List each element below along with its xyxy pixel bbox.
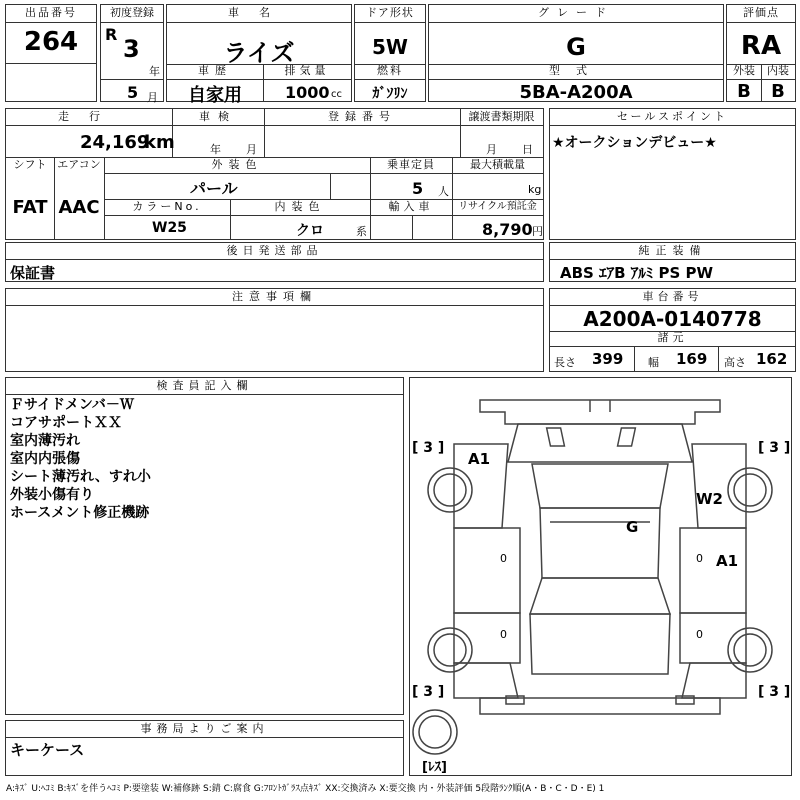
max-load-label: 最大積載量 bbox=[470, 158, 525, 171]
damage-mark-right-inner: 0 bbox=[696, 552, 703, 565]
model-label: 型式 bbox=[549, 64, 603, 77]
tire-rear-right-depth: [ 3 ] bbox=[758, 684, 791, 700]
capacity-unit: 人 bbox=[438, 185, 449, 198]
spec-label: 諸元 bbox=[657, 331, 688, 344]
recycle-fee-unit: 円 bbox=[532, 225, 543, 238]
door-label: ドア形状 bbox=[366, 6, 414, 19]
shift-type: FAT bbox=[12, 197, 48, 218]
exterior-color: パール bbox=[190, 179, 238, 198]
score-label: 評価点 bbox=[743, 6, 779, 19]
inspector-note: シート薄汚れ、すれ小 bbox=[10, 469, 151, 485]
mileage-value: 24,169 bbox=[80, 132, 150, 153]
damage-mark-right-fender: W2 bbox=[696, 490, 723, 508]
transfer-day-unit: 日 bbox=[522, 143, 533, 156]
lot-number-box bbox=[5, 4, 97, 102]
equipment-label: 純正装備 bbox=[638, 244, 707, 257]
first-registration-label: 初度登録 bbox=[110, 6, 154, 19]
first-registration-box bbox=[100, 4, 164, 102]
registration-number-label: 登録番号 bbox=[328, 110, 396, 123]
damage-diagram bbox=[409, 377, 792, 776]
office-note: キーケース bbox=[10, 741, 85, 759]
inspector-note: ホースメント修正機跡 bbox=[10, 505, 150, 521]
damage-mark-windshield: G bbox=[626, 518, 639, 536]
inspector-note: 室内内張傷 bbox=[10, 451, 80, 467]
car-name-label: 車名 bbox=[228, 6, 290, 19]
interior-color-label: 内装色 bbox=[274, 200, 326, 213]
caution-label: 注意事項欄 bbox=[232, 290, 317, 303]
length-label: 長さ bbox=[554, 356, 576, 369]
door-box bbox=[354, 4, 426, 102]
damage-mark-right-door: A1 bbox=[716, 552, 739, 570]
shift-label: シフト bbox=[13, 158, 47, 171]
aircon-label: エアコン bbox=[57, 158, 101, 171]
transfer-deadline-label: 譲渡書類期限 bbox=[468, 110, 535, 123]
registration-year: 3 bbox=[123, 35, 140, 63]
inspector-note: 外装小傷有り bbox=[10, 487, 94, 503]
damage-mark-left-door: 0 bbox=[500, 552, 507, 565]
inspector-notes-box bbox=[5, 377, 404, 715]
mileage-unit: km bbox=[144, 132, 175, 153]
aircon-type: AAC bbox=[58, 197, 100, 218]
width-label: 幅 bbox=[648, 356, 659, 369]
spare-tire-status: [ﾚｽ] bbox=[422, 760, 447, 775]
recycle-fee: 8,790 bbox=[482, 220, 533, 239]
fuel-label: 燃料 bbox=[377, 64, 403, 77]
fuel-type: ｶﾞｿﾘﾝ bbox=[372, 86, 408, 102]
equipment-box bbox=[549, 242, 796, 282]
grade-box bbox=[428, 4, 724, 102]
transfer-month-unit: 月 bbox=[486, 143, 497, 156]
year-unit: 年 bbox=[149, 65, 160, 78]
vehicle-width: 169 bbox=[676, 350, 708, 368]
vehicle-length: 399 bbox=[592, 350, 624, 368]
later-parts-box bbox=[5, 242, 544, 282]
inspection-year-unit: 年 bbox=[210, 143, 221, 156]
vehicle-height: 162 bbox=[756, 350, 788, 368]
sales-point-box bbox=[549, 108, 796, 240]
mileage-label: 走行 bbox=[58, 110, 120, 123]
import-label: 輸入車 bbox=[388, 200, 434, 213]
interior-color: クロ bbox=[296, 223, 324, 239]
exterior-grade: B bbox=[737, 81, 751, 102]
grade-label: グレード bbox=[538, 6, 614, 19]
car-name-box bbox=[166, 4, 352, 106]
inspection-month-unit: 月 bbox=[246, 143, 257, 156]
tire-front-left-depth: [ 3 ] bbox=[412, 440, 445, 456]
month-unit: 月 bbox=[147, 91, 158, 104]
inspector-note: コアサポートＸＸ bbox=[10, 415, 122, 431]
interior-grade: B bbox=[771, 81, 785, 102]
damage-mark-right-rear: 0 bbox=[696, 628, 703, 641]
car-history: 自家用 bbox=[188, 85, 242, 106]
load-unit: kg bbox=[528, 183, 542, 196]
displacement-unit: cc bbox=[331, 89, 342, 100]
model-code: 5BA-A200A bbox=[519, 82, 633, 103]
registration-month: 5 bbox=[127, 83, 139, 102]
inspector-note: 室内薄汚れ bbox=[10, 433, 80, 449]
later-parts: 保証書 bbox=[10, 264, 56, 282]
lot-number-label: 出品番号 bbox=[25, 6, 77, 19]
door-type: 5W bbox=[372, 35, 408, 59]
info-grid bbox=[5, 108, 544, 240]
exterior-label: 外装 bbox=[733, 64, 755, 77]
chassis-label: 車台番号 bbox=[642, 290, 703, 303]
sales-point: ★オークションデビュー★ bbox=[552, 135, 717, 151]
tire-rear-left-depth: [ 3 ] bbox=[412, 684, 445, 700]
exterior-color-label: 外装色 bbox=[211, 158, 263, 171]
inspector-note: Ｆサイドメンバ－Ｗ bbox=[10, 397, 134, 413]
later-parts-label: 後日発送部品 bbox=[226, 244, 323, 257]
inspector-notes-label: 検査員記入欄 bbox=[156, 379, 253, 392]
recycle-fee-label: リサイクル預託金 bbox=[458, 201, 537, 212]
equipment-list: ABS ｴｱB ｱﾙﾐ PS PW bbox=[560, 264, 714, 282]
chassis-number: A200A-0140778 bbox=[583, 307, 762, 331]
history-label: 車歴 bbox=[198, 64, 232, 77]
color-number: W25 bbox=[152, 220, 187, 236]
height-label: 高さ bbox=[724, 356, 746, 369]
overall-score: RA bbox=[740, 31, 782, 61]
chassis-box bbox=[549, 288, 796, 372]
color-number-label: カラーNo. bbox=[132, 200, 202, 213]
inspection-label: 車検 bbox=[199, 110, 237, 123]
score-box bbox=[726, 4, 796, 102]
office-notes-label: 事務局よりご案内 bbox=[140, 722, 269, 735]
capacity-label: 乗車定員 bbox=[387, 158, 435, 171]
displacement: 1000 bbox=[285, 83, 330, 102]
grade: G bbox=[566, 33, 586, 61]
lot-number: 264 bbox=[23, 27, 79, 57]
legend-line: A:ｷｽﾞ U:ﾍｺﾐ B:ｷｽﾞを伴うﾍｺﾐ P:要塗装 W:補修跡 S:錆 C:腐食 G:ﾌﾛﾝﾄｶﾞﾗｽ点ｷｽﾞ XX:交換済み X:要交換 内・外装評価 5段階ﾗﾝｸ順(A・B・C・D・E) 1 bbox=[6, 784, 605, 794]
caution-box bbox=[5, 288, 544, 372]
interior-color-unit: 系 bbox=[356, 225, 367, 238]
registration-era: R bbox=[105, 25, 118, 44]
car-name: ライズ bbox=[223, 39, 295, 67]
office-notes-box bbox=[5, 720, 404, 776]
car-outline bbox=[410, 378, 791, 775]
interior-label: 内装 bbox=[767, 64, 789, 77]
displacement-label: 排気量 bbox=[284, 64, 330, 77]
sales-point-label: セールスポイント bbox=[616, 110, 728, 123]
seating-capacity: 5 bbox=[412, 179, 424, 198]
tire-front-right-depth: [ 3 ] bbox=[758, 440, 791, 456]
damage-mark-front-fender: A1 bbox=[468, 450, 491, 468]
damage-mark-left-rear: 0 bbox=[500, 628, 507, 641]
